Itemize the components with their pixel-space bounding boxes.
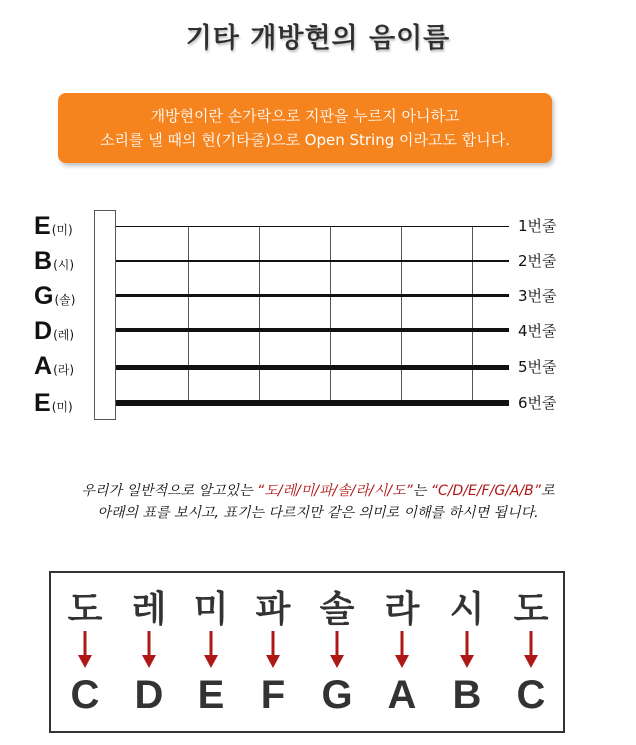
note-letter: E bbox=[34, 212, 51, 240]
string-note-label bbox=[34, 317, 94, 343]
guitar-string-6 bbox=[116, 400, 509, 406]
down-arrow-icon bbox=[203, 631, 219, 669]
down-arrow-icon bbox=[265, 631, 281, 669]
down-arrow-icon bbox=[394, 631, 410, 669]
note-letter: D bbox=[34, 317, 53, 345]
letter-note: C bbox=[516, 673, 546, 717]
note-korean: (미) bbox=[51, 223, 73, 237]
guitar-string-3 bbox=[116, 294, 509, 297]
notice-box bbox=[58, 93, 552, 163]
guitar-string-1 bbox=[116, 226, 509, 227]
guitar-string-5 bbox=[116, 365, 509, 370]
note-letter: G bbox=[34, 282, 54, 310]
string-number-label: 6번줄 bbox=[518, 394, 557, 412]
letter-note: B bbox=[452, 673, 482, 717]
mapping-column bbox=[305, 573, 369, 733]
letter-note: D bbox=[134, 673, 164, 717]
string-note-label bbox=[34, 352, 94, 378]
note-korean: (라) bbox=[53, 363, 75, 377]
solfege-syllable: 라 bbox=[384, 589, 420, 630]
note-korean: (레) bbox=[53, 328, 75, 342]
note-letter: A bbox=[34, 352, 53, 380]
down-arrow-icon bbox=[77, 631, 93, 669]
down-arrow-icon bbox=[141, 631, 157, 669]
solfege-syllable: 파 bbox=[255, 589, 291, 630]
letter-note: F bbox=[260, 673, 286, 717]
mapping-column bbox=[370, 573, 434, 733]
desc-text: 는 bbox=[412, 483, 431, 499]
page-title: 기타 개방현의 음이름 bbox=[185, 23, 451, 54]
mapping-column bbox=[241, 573, 305, 733]
down-arrow-icon bbox=[459, 631, 475, 669]
note-korean: (시) bbox=[53, 258, 75, 272]
note-mapping-table bbox=[49, 571, 565, 733]
note-korean: (솔) bbox=[54, 293, 76, 307]
fret-line bbox=[259, 227, 260, 402]
string-note-label bbox=[34, 212, 94, 238]
letter-note: A bbox=[387, 673, 417, 717]
fret-line bbox=[472, 227, 473, 402]
desc-text: 우리가 일반적으로 알고있는 bbox=[81, 483, 258, 499]
letter-note: E bbox=[197, 673, 225, 717]
string-note-label bbox=[34, 389, 94, 415]
description-line-1 bbox=[0, 480, 636, 502]
solfege-syllable: 도 bbox=[67, 589, 103, 630]
letter-note: G bbox=[321, 673, 353, 717]
solfege-syllable: 레 bbox=[131, 589, 167, 630]
string-number-label: 3번줄 bbox=[518, 287, 557, 305]
guitar-string-4 bbox=[116, 328, 509, 332]
solfege-syllable: 시 bbox=[449, 589, 485, 630]
string-note-label bbox=[34, 247, 94, 273]
note-korean: (미) bbox=[51, 400, 73, 414]
string-note-label bbox=[34, 282, 94, 308]
down-arrow-icon bbox=[329, 631, 345, 669]
fret-line bbox=[188, 227, 189, 402]
solfege-highlight: “도/레/미/파/솔/라/시/도” bbox=[257, 483, 413, 499]
desc-text: 로 bbox=[541, 483, 555, 499]
guitar-nut bbox=[94, 210, 116, 420]
guitar-string-2 bbox=[116, 260, 509, 262]
fret-line bbox=[401, 227, 402, 402]
note-letter: E bbox=[34, 389, 51, 417]
fret-line bbox=[330, 227, 331, 402]
notice-line-1: 개방현이란 손가락으로 지판을 누르지 아니하고 bbox=[150, 107, 460, 125]
mapping-column bbox=[53, 573, 117, 733]
string-number-label: 5번줄 bbox=[518, 358, 557, 376]
note-letter: B bbox=[34, 247, 53, 275]
solfege-syllable: 미 bbox=[193, 589, 229, 630]
down-arrow-icon bbox=[523, 631, 539, 669]
string-number-label: 2번줄 bbox=[518, 252, 557, 270]
letter-highlight: “C/D/E/F/G/A/B” bbox=[430, 483, 542, 499]
mapping-column bbox=[435, 573, 499, 733]
solfege-syllable: 솔 bbox=[319, 589, 355, 630]
mapping-column bbox=[499, 573, 563, 733]
letter-note: C bbox=[70, 673, 100, 717]
string-number-label: 1번줄 bbox=[518, 217, 557, 235]
description-line-2: 아래의 표를 보시고, 표기는 다르지만 같은 의미로 이해를 하시면 됩니다. bbox=[97, 505, 539, 521]
string-number-label: 4번줄 bbox=[518, 322, 557, 340]
notice-line-2: 소리를 낼 때의 현(기타줄)으로 Open String 이라고도 합니다. bbox=[100, 131, 510, 149]
description-text bbox=[0, 480, 636, 524]
solfege-syllable: 도 bbox=[513, 589, 549, 630]
mapping-column bbox=[117, 573, 181, 733]
mapping-column bbox=[179, 573, 243, 733]
